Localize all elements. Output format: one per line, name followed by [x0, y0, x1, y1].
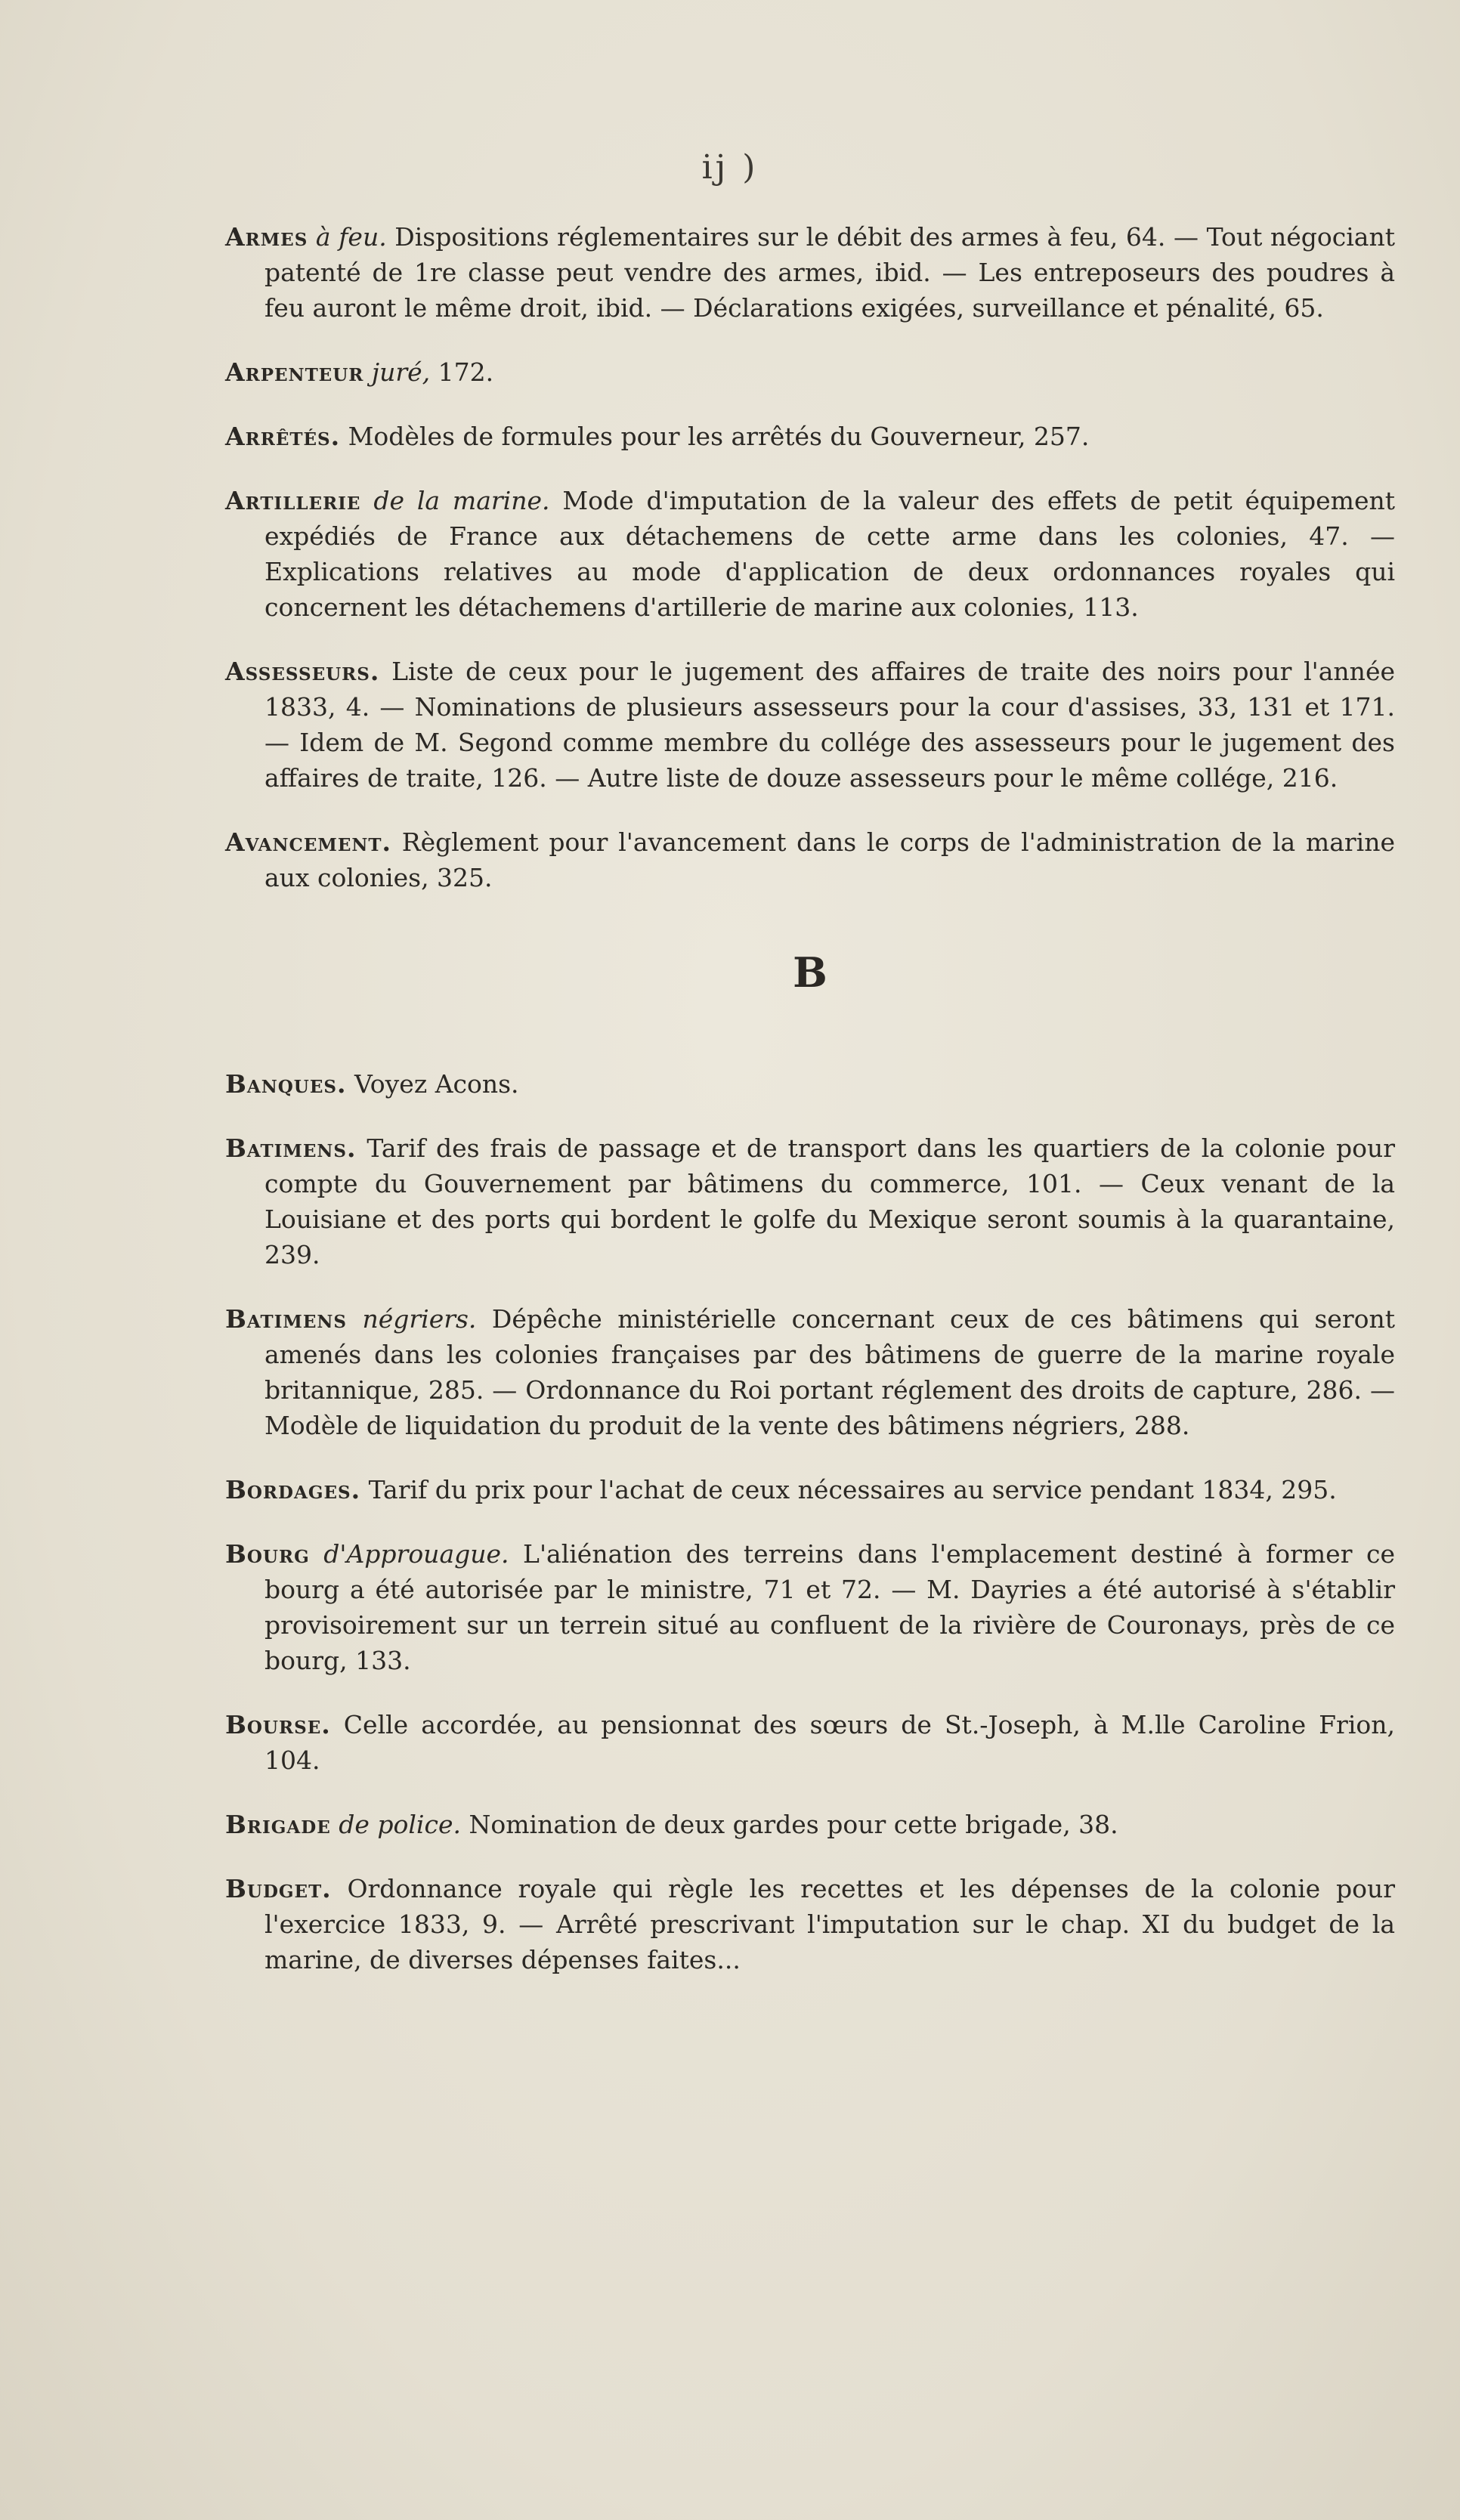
entry-head: Bourse. — [225, 1710, 331, 1739]
index-entry — [225, 219, 1395, 326]
entry-text: Dispositions réglementaires sur le débit des armes à feu, 64. — Tout négociant patenté de 1re classe peut vendre des armes, ibid. — Les entreposeurs des poudres à feu auront le même droit, ibid. — Déclarations exigées, surveillance et pénalité, 65. — [264, 222, 1395, 323]
index-entry — [225, 824, 1395, 895]
entry-qualifier: de la marine. — [360, 486, 550, 515]
entry-text: L'aliénation des terreins dans l'emplacement destiné à former ce bourg a été autorisée par le ministre, 71 et 72. — M. Dayries a été autorisé à s'établir provisoirement sur un terrein situé au confluent de la rivière de Couronays, près de ce bourg, 133. — [264, 1539, 1395, 1675]
entry-text: Nomination de deux gardes pour cette brigade, 38. — [460, 1810, 1118, 1839]
index-entry — [225, 1871, 1395, 1977]
entry-head: Armes — [225, 222, 308, 252]
entry-qualifier: de police. — [330, 1810, 461, 1839]
entry-qualifier: d'Approuague. — [309, 1539, 509, 1569]
entry-text: Ordonnance royale qui règle les recettes et les dépenses de la colonie pour l'exercice 1833, 9. — Arrêté prescrivant l'imputation sur le chap. XI du budget de la marine, de diverses dépenses faites... — [264, 1874, 1395, 1974]
entry-text: Liste de ceux pour le jugement des affaires de traite des noirs pour l'année 1833, 4. — Nominations de plusieurs assesseurs pour la cour d'assises, 33, 131 et 171. — Idem de M. Segond comme membre du collége des assesseurs pour le jugement des affaires de traite, 126. — Autre liste de douze assesseurs pour le même collége, 216. — [264, 657, 1395, 793]
entry-text: Mode d'imputation de la valeur des effets de petit équipement expédiés de France aux détachemens de cette arme dans les colonies, 47. — Explications relatives au mode d'application de deux ordonnances royales qui concernent les détachemens d'artillerie de marine aux colonies, 113. — [264, 486, 1395, 622]
index-entry — [225, 1301, 1395, 1443]
index-entry — [225, 1130, 1395, 1272]
entry-qualifier: juré, — [363, 357, 431, 387]
index-entry — [225, 483, 1395, 625]
entry-qualifier: à feu. — [308, 222, 387, 252]
entry-head: Artillerie — [225, 486, 361, 515]
index-entry — [225, 1536, 1395, 1678]
entry-text: Dépêche ministérielle concernant ceux de ces bâtimens qui seront amenés dans les colonies françaises par des bâtimens de guerre de la marine royale britannique, 285. — Ordonnance du Roi portant réglement des droits de capture, 286. — Modèle de liquidation du produit de la vente des bâtimens négriers, 288. — [264, 1304, 1395, 1440]
index-entry — [225, 1472, 1395, 1507]
index-entry — [225, 419, 1395, 454]
entry-head: Arpenteur — [225, 357, 364, 387]
index-entry — [225, 1707, 1395, 1778]
entry-head: Batimens — [225, 1304, 347, 1334]
entry-text: Modèles de formules pour les arrêtés du Gouverneur, 257. — [340, 422, 1090, 451]
entry-head: Brigade — [225, 1810, 331, 1839]
entry-text: Règlement pour l'avancement dans le corps de l'administration de la marine aux colonies, 325. — [264, 827, 1395, 892]
entry-text: Celle accordée, au pensionnat des sœurs de St.-Joseph, à M.lle Caroline Frion, 104. — [264, 1710, 1395, 1775]
index-entry — [225, 1066, 1395, 1102]
entry-qualifier: négriers. — [346, 1304, 477, 1334]
entry-text: Voyez Acons. — [346, 1069, 519, 1099]
entry-head: Budget. — [225, 1874, 332, 1903]
section-letter: B — [793, 948, 827, 997]
page-number: ij ) — [701, 148, 759, 187]
entry-head: Avancement. — [225, 827, 391, 857]
entry-text: Tarif des frais de passage et de transport dans les quartiers de la colonie pour compte du Gouvernement par bâtimens du commerce, 101. — Ceux venant de la Louisiane et des ports qui bordent le golfe du Mexique seront soumis à la quarantaine, 239. — [264, 1133, 1395, 1269]
entry-text: 172. — [430, 357, 494, 387]
index-entry — [225, 1807, 1395, 1842]
entry-head: Assesseurs. — [225, 657, 380, 686]
entry-head: Bordages. — [225, 1475, 361, 1504]
entry-head: Bourg — [225, 1539, 310, 1569]
entry-head: Banques. — [225, 1069, 347, 1099]
entry-head: Arrêtés. — [225, 422, 341, 451]
entry-head: Batimens. — [225, 1133, 357, 1163]
index-column — [225, 219, 1395, 2006]
index-entry — [225, 354, 1395, 390]
entry-text: Tarif du prix pour l'achat de ceux nécessaires au service pendant 1834, 295. — [360, 1475, 1337, 1504]
index-entry — [225, 654, 1395, 796]
